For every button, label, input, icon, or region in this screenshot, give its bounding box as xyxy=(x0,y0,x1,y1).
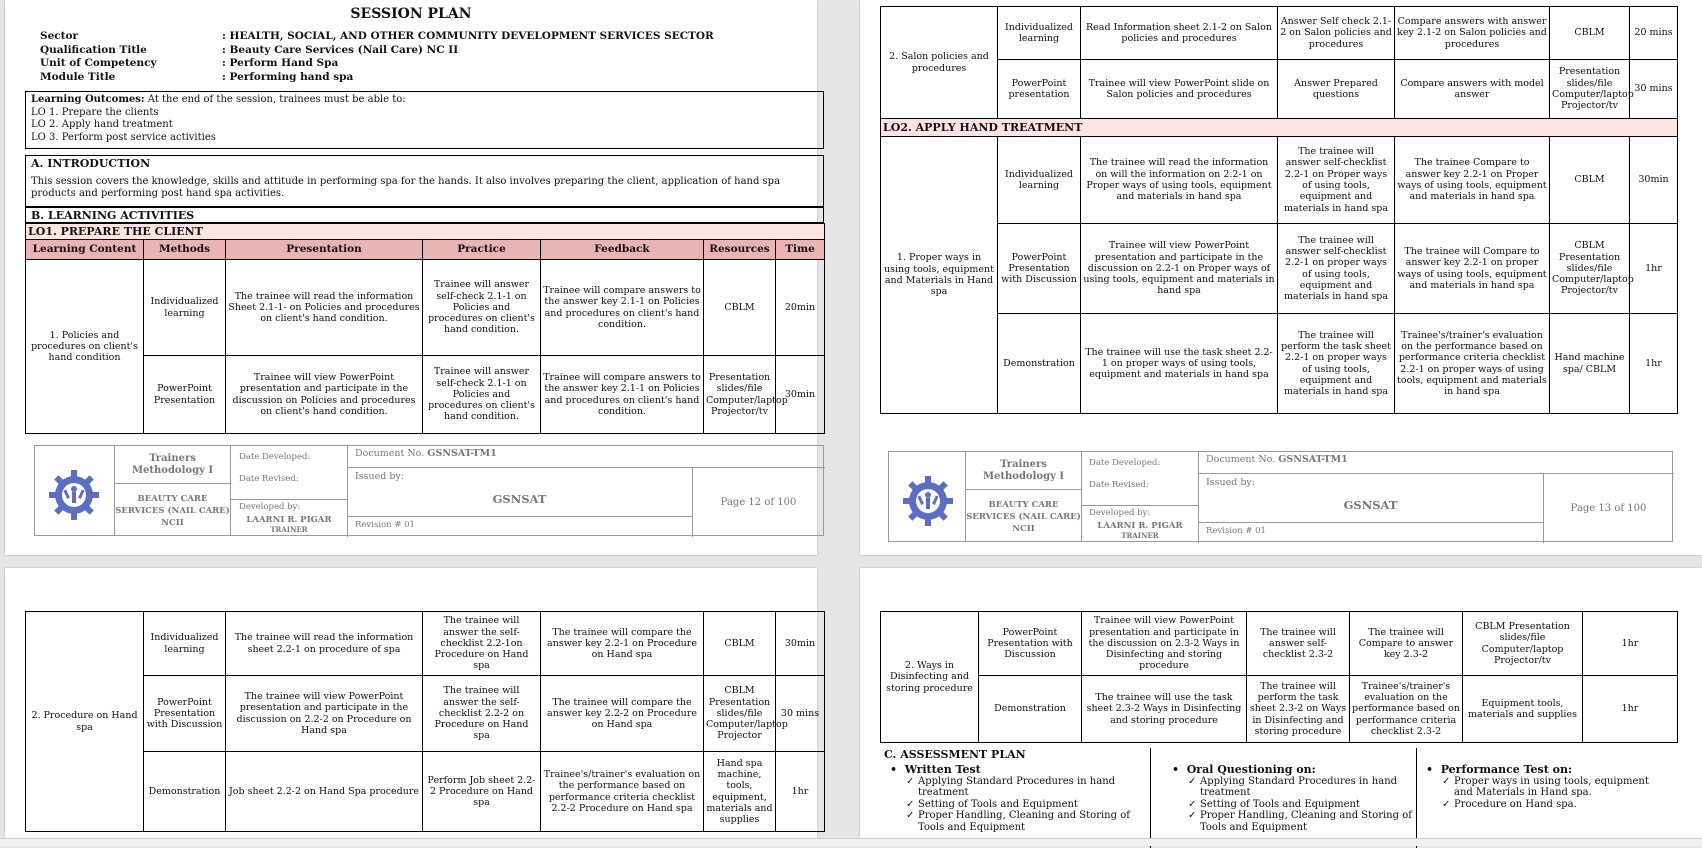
table-cell: Trainee's/trainer's evaluation on the performance based on performance criteria checklist 2.2-2 Procedure on Hand spa xyxy=(541,752,704,832)
table-cell: Read Information sheet 2.1-2 on Salon policies and procedures xyxy=(1081,7,1278,60)
table-cell: Trainee will view PowerPoint slide on Salon policies and procedures xyxy=(1081,60,1278,119)
page-14 xyxy=(5,568,820,838)
table-cell: Demonstration xyxy=(998,314,1081,414)
learning-content-cell: 1. Proper ways in using tools, equipment and Materials in Hand spa xyxy=(881,137,998,414)
column-header: Learning Content xyxy=(26,240,144,260)
table-cell: CBLM xyxy=(704,612,776,676)
footer-qualification: BEAUTY CARE SERVICES (NAIL CARE) NCII xyxy=(965,490,1082,542)
column-header: Presentation xyxy=(226,240,423,260)
table-cell: Demonstration xyxy=(144,752,226,832)
table-cell: The trainee will view PowerPoint presentation and participate in the discussion on 2.2-2 on Procedure on Hand spa xyxy=(226,676,423,752)
table-cell: Trainee's/trainer's evaluation on the performance based on performance criteria checklist 2.3-2 xyxy=(1350,676,1463,743)
written-test-title: • Written Test xyxy=(890,763,981,776)
date-revised-label: Date Revised: xyxy=(1089,480,1149,490)
table-cell: 30min xyxy=(776,612,825,676)
header-value: : Perform Hand Spa xyxy=(222,57,339,69)
performance-item: ✓ Procedure on Hand spa. xyxy=(1440,799,1666,811)
oral-questioning xyxy=(1172,764,1412,834)
activities-table-p15 xyxy=(880,611,1678,743)
activities-table-p14 xyxy=(25,611,825,832)
table-cell: Individualized learning xyxy=(998,137,1081,224)
table-cell: The trainee will answer the self-checklist 2.2-1on Procedure on Hand spa xyxy=(423,612,541,676)
oral-item: ✓ Proper Handling, Cleaning and Storing of Tools and Equipment xyxy=(1186,810,1412,833)
lo2-heading: LO2. APPLY HAND TREATMENT xyxy=(881,119,1678,137)
table-cell: The trainee will read the information Sheet 2.1-1- on Policies and procedures on client's hand condition. xyxy=(226,260,423,356)
table-cell: Perform Job sheet 2.2-2 Procedure on Hand spa xyxy=(423,752,541,832)
doc-number: GSNSAT-TM1 xyxy=(1278,454,1348,465)
outcome-item: LO 1. Prepare the clients xyxy=(31,106,159,118)
table-cell: PowerPoint Presentation with Discussion xyxy=(979,612,1082,676)
gear-logo-icon xyxy=(901,474,955,528)
column-header: Practice xyxy=(423,240,541,260)
table-cell: Trainee will compare answers to the answer key 2.1-1 on Policies and procedures on client's hand condition. xyxy=(541,260,704,356)
table-cell: CBLM xyxy=(704,260,776,356)
oral-item: ✓ Setting of Tools and Equipment xyxy=(1186,799,1412,811)
header-value: : HEALTH, SOCIAL, AND OTHER COMMUNITY DEVELOPMENT SERVICES SECTOR xyxy=(222,30,714,42)
table-cell: The trainee will perform the task sheet 2.3-2 on Ways in Disinfecting and storing procedure xyxy=(1247,676,1350,743)
table-cell: Answer Prepared questions xyxy=(1278,60,1395,119)
table-cell: The trainee will read the information on will the information on 2.2-1 on Proper ways of using tools, equipment and materials in hand spa xyxy=(1081,137,1278,224)
footer-qualification: BEAUTY CARE SERVICES (NAIL CARE) NCII xyxy=(114,484,231,536)
page-number: Page 13 of 100 xyxy=(1570,503,1647,514)
learning-content-cell: 2. Procedure on Hand spa xyxy=(26,612,144,832)
table-cell: CBLM xyxy=(1550,7,1630,60)
page-13 xyxy=(860,0,1702,555)
lo1-heading: LO1. PREPARE THE CLIENT xyxy=(26,224,825,240)
table-cell: 1hr xyxy=(1630,314,1678,414)
issuer-name: GSNSAT xyxy=(492,492,547,506)
table-cell: The trainee will Compare to answer key 2.2-1 on proper ways of using tools, equipment and materials in hand spa xyxy=(1395,224,1550,314)
written-title-text: Written Test xyxy=(904,763,981,776)
table-cell: 30min xyxy=(1630,137,1678,224)
table-cell: Equipment tools, materials and supplies xyxy=(1463,676,1583,743)
footer-org: Trainers Methodology I xyxy=(965,452,1082,490)
developer-name xyxy=(231,516,347,535)
table-cell: 30min xyxy=(776,356,825,434)
page-title: SESSION PLAN xyxy=(350,6,472,22)
written-item: ✓ Setting of Tools and Equipment xyxy=(904,799,1145,811)
written-item: ✓ Proper Handling, Cleaning and Storing of Tools and Equipment xyxy=(904,810,1145,833)
document-number xyxy=(355,448,497,459)
revision-label: Revision # 01 xyxy=(355,520,415,530)
performance-test xyxy=(1426,764,1666,810)
table-cell: Hand machine spa/ CBLM xyxy=(1550,314,1630,414)
table-cell: Compare answers with answer key 2.1-2 on Salon policies and procedures xyxy=(1395,7,1550,60)
table-cell: The trainee will read the information sheet 2.2-1 on procedure of spa xyxy=(226,612,423,676)
column-header: Resources xyxy=(704,240,776,260)
page-12 xyxy=(5,0,817,555)
oral-title: • Oral Questioning on: xyxy=(1172,763,1316,776)
document-number xyxy=(1206,454,1348,465)
outcomes-label: Learning Outcomes: xyxy=(31,94,145,105)
table-cell: The trainee will answer self-checklist 2.3-2 xyxy=(1247,612,1350,676)
table-cell: Trainee's/trainer's evaluation on the performance based on performance criteria checklist 2.2-1 on proper ways of using tools, equipment and materials in hand spa xyxy=(1395,314,1550,414)
learning-content-cell: 2. Ways in Disinfecting and storing procedure xyxy=(881,612,979,743)
gear-logo-icon xyxy=(47,468,101,522)
table-cell: 20 mins xyxy=(1630,7,1678,60)
developer-name-text: LAARNI R. PIGAR xyxy=(246,515,332,525)
table-cell: 1hr xyxy=(1630,224,1678,314)
outcomes-intro: At the end of the session, trainees must be able to: xyxy=(147,94,406,105)
header-label: Sector xyxy=(40,30,79,42)
assessment-heading: C. ASSESSMENT PLAN xyxy=(884,748,1026,761)
doc-label: Document No. xyxy=(1206,454,1276,465)
table-cell: Trainee will view PowerPoint presentation and participate in the discussion on 2.2-1 on Proper ways of using tools, equipment and materials in hand spa xyxy=(1081,224,1278,314)
table-cell: The trainee will perform the task sheet 2.2-1 on proper ways of using tools, equipment and materials in hand spa xyxy=(1278,314,1395,414)
table-cell: Hand spa machine, tools, equipment, materials and supplies xyxy=(704,752,776,832)
table-cell: Presentation slides/file Computer/laptop Projector/tv xyxy=(704,356,776,434)
issuer-name: GSNSAT xyxy=(1343,498,1398,512)
activities-table-p12 xyxy=(25,223,825,434)
developer-role: TRAINER xyxy=(270,525,308,534)
header-label: Unit of Competency xyxy=(40,57,157,69)
table-cell: The trainee will Compare to answer key 2.3-2 xyxy=(1350,612,1463,676)
doc-number: GSNSAT-TM1 xyxy=(427,448,497,459)
session-header xyxy=(40,30,714,84)
header-label: Module Title xyxy=(40,70,116,83)
header-value: : Beauty Care Services (Nail Care) NC II xyxy=(222,43,459,56)
oral-item: ✓ Applying Standard Procedures in hand treatment xyxy=(1186,776,1412,799)
table-cell: Individualized learning xyxy=(144,612,226,676)
developer-name-text: LAARNI R. PIGAR xyxy=(1097,521,1183,531)
written-test xyxy=(890,764,1145,834)
outcome-item: LO 2. Apply hand treatment xyxy=(31,119,173,131)
table-cell: CBLM Presentation slides/file Computer/laptop Projector xyxy=(704,676,776,752)
developer-role: TRAINER xyxy=(1121,531,1159,540)
table-cell: Job sheet 2.2-2 on Hand Spa procedure xyxy=(226,752,423,832)
table-cell: CBLM Presentation slides/file Computer/laptop Projector/tv xyxy=(1463,612,1583,676)
performance-title-text: Performance Test on: xyxy=(1440,763,1573,776)
performance-item: ✓ Proper ways in using tools, equipment and Materials in Hand spa. xyxy=(1440,776,1666,799)
date-developed-label: Date Developed: xyxy=(239,452,311,462)
table-cell: CBLM xyxy=(1550,137,1630,224)
table-cell: Trainee will view PowerPoint presentation and participate in the discussion on 2.3-2 Ways in Disinfecting and storing procedure xyxy=(1082,612,1247,676)
issued-by-label: Issued by: xyxy=(1206,477,1255,488)
revision-label: Revision # 01 xyxy=(1206,526,1266,536)
table-cell: CBLM Presentation slides/file Computer/laptop Projector/tv xyxy=(1550,224,1630,314)
issued-by-label: Issued by: xyxy=(355,471,404,482)
table-cell: 30 mins xyxy=(1630,60,1678,119)
table-cell: The trainee will answer self-checklist 2.2-1 on Proper ways of using tools, equipment and materials in hand spa xyxy=(1278,137,1395,224)
doc-label: Document No. xyxy=(355,448,425,459)
table-cell: PowerPoint Presentation with Discussion xyxy=(998,224,1081,314)
column-header: Methods xyxy=(144,240,226,260)
outcome-item: LO 3. Perform post service activities xyxy=(31,131,216,143)
developed-by-label: Developed by: xyxy=(1089,508,1151,518)
table-cell: Individualized learning xyxy=(144,260,226,356)
table-cell: The trainee will answer the self-checklist 2.2-2 on Procedure on Hand spa xyxy=(423,676,541,752)
developer-name xyxy=(1082,522,1198,541)
table-cell: PowerPoint presentation xyxy=(998,60,1081,119)
learning-outcomes xyxy=(25,91,824,149)
table-cell: 1hr xyxy=(776,752,825,832)
developed-by-label: Developed by: xyxy=(239,502,301,512)
table-cell: The trainee Compare to answer key 2.2-1 on Proper ways of using tools, equipment and materials in hand spa xyxy=(1395,137,1550,224)
header-value: : Performing hand spa xyxy=(222,70,354,83)
performance-title: • Performance Test on: xyxy=(1426,763,1573,776)
status-bar xyxy=(0,838,1702,846)
table-cell: The trainee will use the task sheet 2.2-1 on proper ways of using tools, equipment and materials in hand spa xyxy=(1081,314,1278,414)
table-cell: Trainee will view PowerPoint presentation and participate in the discussion on Policies and procedures on client's hand condition. xyxy=(226,356,423,434)
table-cell: Compare answers with model answer xyxy=(1395,60,1550,119)
date-developed-label: Date Developed: xyxy=(1089,458,1161,468)
document-footer xyxy=(34,445,824,536)
table-cell: Presentation slides/file Computer/laptop Projector/tv xyxy=(1550,60,1630,119)
page-15 xyxy=(860,568,1702,838)
column-header: Time xyxy=(776,240,825,260)
activities-heading: B. LEARNING ACTIVITIES xyxy=(25,207,824,223)
document-footer xyxy=(888,451,1673,542)
table-cell: The trainee will answer self-checklist 2.2-1 on proper ways of using tools, equipment and materials in hand spa xyxy=(1278,224,1395,314)
table-cell: Trainee will compare answers to the answer key 2.1-1 on Policies and procedures on client's hand condition. xyxy=(541,356,704,434)
table-cell: PowerPoint Presentation with Discussion xyxy=(144,676,226,752)
table-cell: Individualized learning xyxy=(998,7,1081,60)
intro-heading: A. INTRODUCTION xyxy=(31,157,151,170)
table-cell: PowerPoint Presentation xyxy=(144,356,226,434)
table-cell: The trainee will use the task sheet 2.3-2 Ways in Disinfecting and storing procedure xyxy=(1082,676,1247,743)
intro-text: This session covers the knowledge, skills and attitude in performing spa for the hands. It also involves preparing the client, application of hand spa products and performing post hand spa activities. xyxy=(31,175,781,200)
header-label: Qualification Title xyxy=(40,43,147,56)
table-cell: Answer Self check 2.1-2 on Salon policies and procedures xyxy=(1278,7,1395,60)
table-cell: Demonstration xyxy=(979,676,1082,743)
introduction xyxy=(25,155,824,207)
page-number: Page 12 of 100 xyxy=(720,497,797,508)
table-cell: 1hr xyxy=(1583,676,1678,743)
table-cell: Trainee will answer self-check 2.1-1 on Policies and procedures on client's hand condition. xyxy=(423,260,541,356)
table-cell: 1hr xyxy=(1583,612,1678,676)
written-item: ✓ Applying Standard Procedures in hand treatment xyxy=(904,776,1145,799)
column-header: Feedback xyxy=(541,240,704,260)
activities-table-p13-top xyxy=(880,6,1678,414)
oral-title-text: Oral Questioning on: xyxy=(1186,763,1316,776)
table-cell: The trainee will compare the answer key 2.2-1 on Procedure on Hand spa xyxy=(541,612,704,676)
table-cell: Trainee will answer self-check 2.1-1 on Policies and procedures on client's hand condition. xyxy=(423,356,541,434)
learning-content-cell: 1. Policies and procedures on client's hand condition xyxy=(26,260,144,434)
table-cell: 30 mins xyxy=(776,676,825,752)
table-cell: The trainee will compare the answer key 2.2-2 on Procedure on Hand spa xyxy=(541,676,704,752)
date-revised-label: Date Revised: xyxy=(239,474,299,484)
table-cell: 20min xyxy=(776,260,825,356)
footer-org: Trainers Methodology I xyxy=(114,446,231,484)
learning-content-cell: 2. Salon policies and procedures xyxy=(881,7,998,119)
